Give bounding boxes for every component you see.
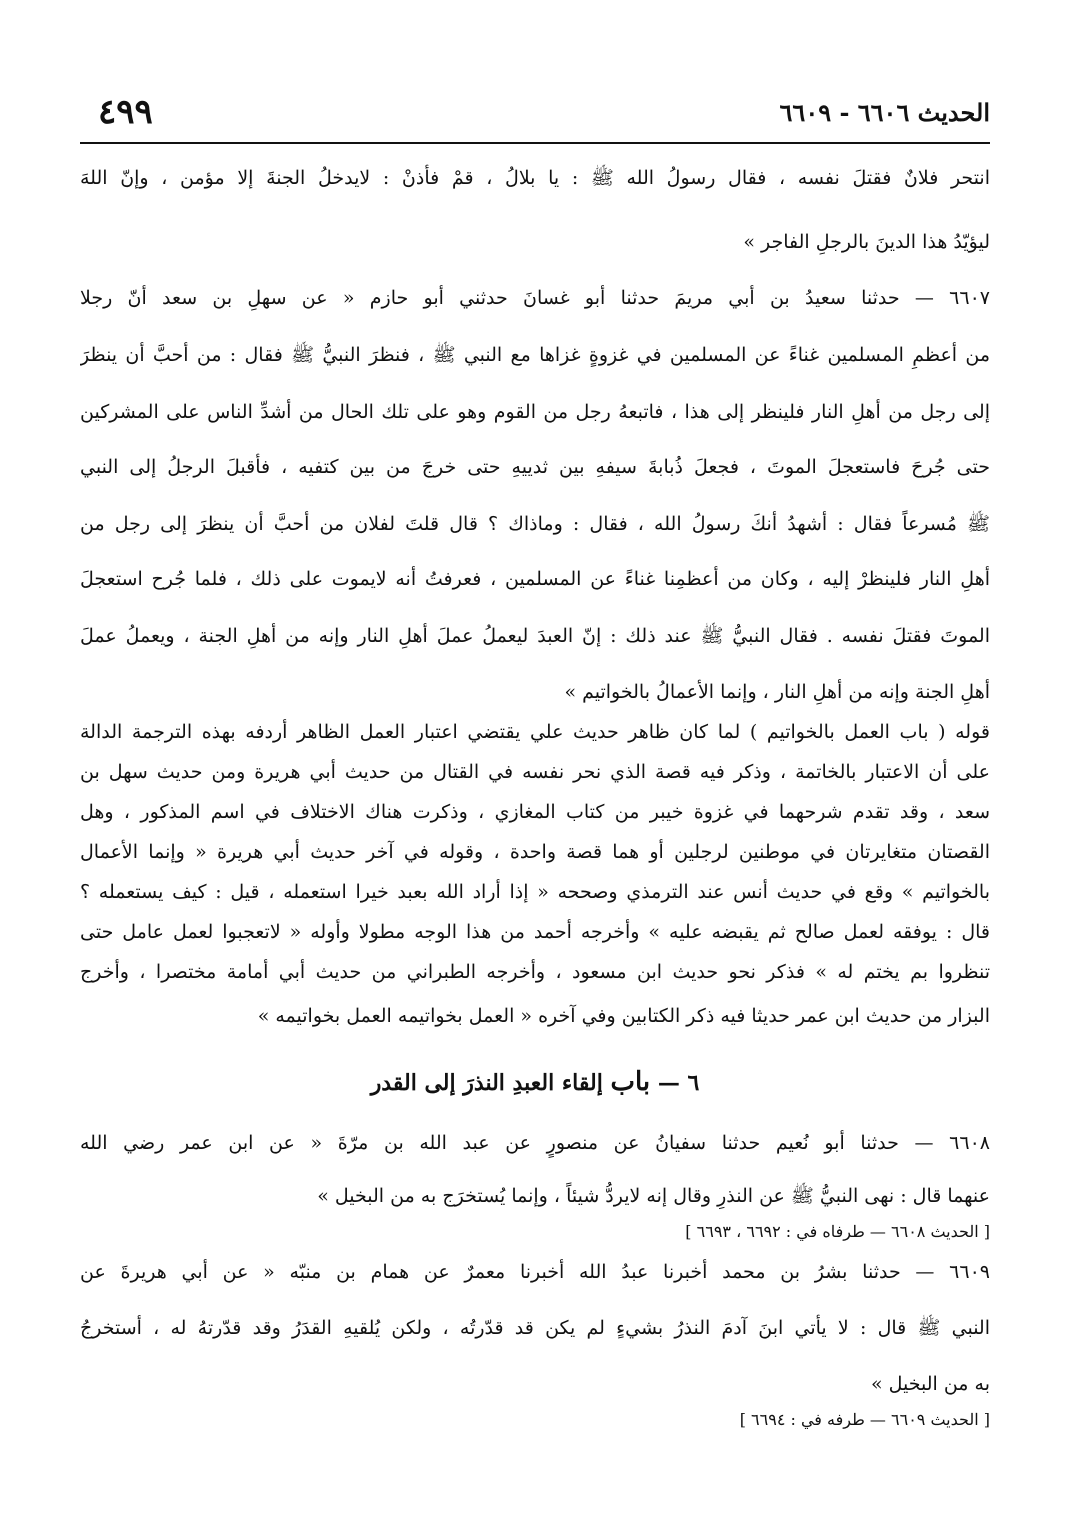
commentary-line: بالخواتيم » وقع في حديث أنس عند الترمذي وصححه « إذا أراد الله بعبد خيرا استعمله ، قيل : كيف يستعمله ؟ (80, 881, 990, 903)
cross-reference: [ الحديث ٦٦٠٩ — طرفه في : ٦٦٩٤ ] (739, 1410, 990, 1429)
text-line: الموتَ فقتلَ نفسه . فقال النبيُّ ﷺ عند ذلك : إنّ العبدَ ليعملُ عملَ أهلِ النار وإنه من أهلِ الجنة ، ويعملُ عملَ (80, 625, 990, 647)
text-line: ﷺ مُسرعاً فقال : أشهدُ أنكَ رسولُ الله ، فقال : وماذاك ؟ قال قلتَ لفلان من أحبَّ أن ينظرَ إلى رجل من (80, 513, 990, 535)
text-line: حتى جُرحَ فاستعجلَ الموتَ ، فجعلَ ذُبابةَ سيفهِ بين ثدييهِ حتى خرجَ من بين كتفيه ، فأقبلَ الرجلُ إلى النبي (80, 456, 990, 478)
text-line: إلى رجل من أهلِ النار فلينظر إلى هذا ، فاتبعهُ رجل من القوم وهو على تلك الحال من أشدِّ الناس على المشركين (80, 401, 990, 423)
chapter-label: باب (610, 1067, 651, 1097)
hadith-6608-line: ٦٦٠٨ — حدثنا أبو نُعيم حدثنا سفيانُ عن منصورٍ عن عبد الله بن مرّةَ « عن ابن عمر رضي الله (80, 1132, 990, 1154)
commentary-line: قوله ( باب العمل بالخواتيم ) لما كان ظاهر حديث علي يقتضي اعتبار العمل الظاهر أردفه بهذه الترجمة الدالة (80, 721, 990, 743)
chapter-title: إلقاء العبدِ النذرَ إلى القدر (370, 1070, 603, 1096)
commentary-line: قال : يوفقه لعمل صالح ثم يقبضه عليه » وأخرجه أحمد من هذا الوجه مطولا وأوله « لاتعجبوا لعمل عامل حتى (80, 921, 990, 943)
text-line: من أعظمِ المسلمين غناءً عن المسلمين في غزوةٍ غزاها مع النبي ﷺ ، فنظرَ النبيُّ ﷺ فقال : من أحبَّ أن ينظرَ (80, 344, 990, 366)
text-line: انتحر فلانٌ فقتلَ نفسه ، فقال رسولُ الله ﷺ : يا بلالُ ، قمْ فأذنْ : لايدخلُ الجنةَ إلا مؤمن ، وإنّ اللهَ (80, 167, 990, 189)
text-line: النبي ﷺ قال : لا يأتي ابنَ آدمَ النذرُ بشيءٍ لم يكن قد قدّرتُه ، ولكن يُلقيهِ القدَرُ وقد قدّرتهُ له ، أستخرجُ (80, 1317, 990, 1339)
hadith-6607-line: ٦٦٠٧ — حدثنا سعيدُ بن أبي مريمَ حدثنا أبو غسانَ حدثني أبو حازم « عن سهلِ بن سعد أنّ رجلا (80, 287, 990, 309)
hadith-6609-line: ٦٦٠٩ — حدثنا بشرُ بن محمد أخبرنا عبدُ الله أخبرنا معمرٌ عن همام بن منبّه « عن أبي هريرةَ عن (80, 1261, 990, 1283)
text-line: عنهما قال : نهى النبيُّ ﷺ عن النذرِ وقال إنه لايردُّ شيئاً ، وإنما يُستخرَج به من البخيل » (317, 1185, 990, 1207)
commentary-line: القصتان متغايرتان في موطنين لرجلين أو هما قصة واحدة ، وقوله في آخر حديث أبي هريرة « وإنما الأعمال (80, 841, 990, 863)
commentary-line: البزار من حديث ابن عمر حديثا فيه ذكر الكتابين وفي آخره « العمل بخواتيمه العمل بخواتيمه » (257, 1005, 990, 1027)
running-title: الحديث ٦٦٠٦ - ٦٦٠٩ (779, 98, 990, 127)
commentary-line: على أن الاعتبار بالخاتمة ، وذكر فيه قصة الذي نحر نفسه في القتال من حديث أبي هريرة ومن حديث سهل بن (80, 761, 990, 783)
text-line: به من البخيل » (870, 1373, 990, 1395)
header-rule (80, 142, 990, 144)
commentary-line: سعد ، وقد تقدم شرحهما في غزوة خيبر من كتاب المغازي ، وذكرت هناك الاختلاف في اسم المذكور ، وهل (80, 801, 990, 823)
text-line: ليؤيّدُ هذا الدينَ بالرجلِ الفاجر » (743, 231, 990, 253)
chapter-number: ٦ — (657, 1070, 700, 1096)
page-header (80, 92, 990, 142)
chapter-heading (80, 1058, 990, 1106)
commentary-line: تنظروا بم يختم له » فذكر نحو حديث ابن مسعود ، وأخرجه الطبراني من حديث أبي أمامة مختصرا ، وأخرج (80, 961, 990, 983)
cross-reference: [ الحديث ٦٦٠٨ — طرفاه في : ٦٦٩٢ ، ٦٦٩٣ ] (685, 1222, 990, 1241)
text-line: أهلِ الجنة وإنه من أهلِ النار ، وإنما الأعمالُ بالخواتيم » (564, 681, 990, 703)
text-line: أهلِ النار فلينظرْ إليه ، وكان من أعظمِنا غناءً عن المسلمين ، فعرفتُ أنه لايموت على ذلك ، فلما جُرح استعجلَ (80, 568, 990, 590)
page-number: ٤٩٩ (98, 92, 153, 132)
